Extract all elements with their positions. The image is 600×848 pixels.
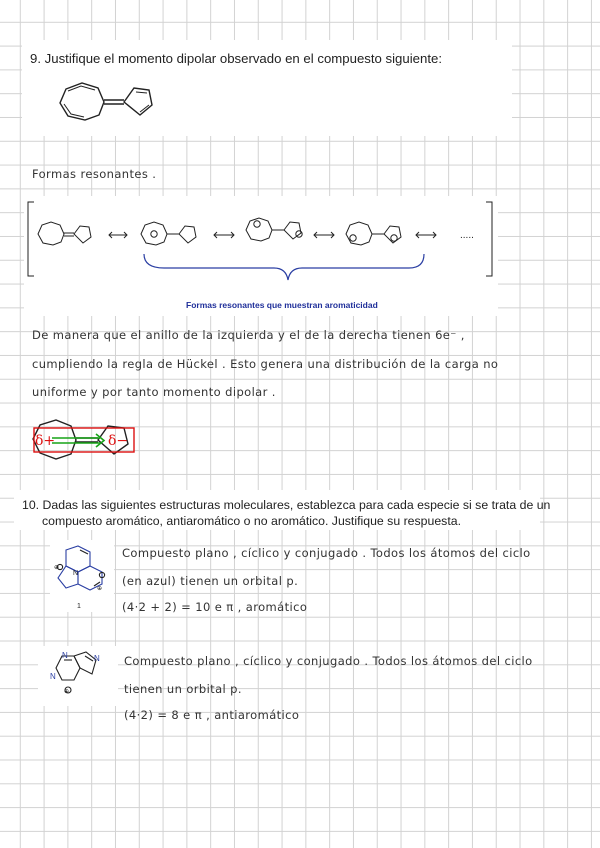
compound-2-nitrogen-2: N (50, 672, 56, 681)
question-9-title: 9. Justifique el momento dipolar observado en el compuesto siguiente: (30, 51, 442, 66)
compound-1-structure (50, 542, 114, 612)
resonance-diagram (24, 196, 498, 316)
compound-2-structure (40, 648, 118, 706)
aromatic-brace (144, 254, 424, 280)
explanation-line-2: cumpliendo la regla de Hückel . Esto genera una distribución de la carga no (32, 357, 499, 371)
resonance-form-3 (246, 218, 302, 241)
compound-1-charge-2: ⊕ (97, 585, 103, 592)
right-bracket (486, 202, 492, 276)
resonance-heading: Formas resonantes . (32, 167, 157, 181)
compound-1-answer-line-2: (en azul) tienen un orbital p. (122, 574, 299, 588)
compound-2-nitrogen-1: N (62, 651, 68, 660)
compound-1-answer-line-3: (4·2 + 2) = 10 e π , aromático (122, 600, 308, 614)
question-10-title-line-2: compuesto aromático, antiaromático o no aromático. Justifique su respuesta. (42, 514, 461, 528)
resonance-form-2 (141, 222, 196, 245)
left-bracket (28, 202, 34, 276)
resonance-arrow-3 (314, 232, 334, 238)
compound-1-answer-line-1: Compuesto plano , cíclico y conjugado . Todos los átomos del ciclo (122, 546, 531, 560)
dipole-sketch (28, 414, 140, 466)
heptafulvalene-structure (54, 78, 164, 126)
delta-plus: δ+ (35, 433, 56, 449)
compound-2-answer-line-1: Compuesto plano , cíclico y conjugado . Todos los átomos del ciclo (124, 654, 533, 668)
resonance-form-1 (38, 222, 91, 245)
compound-1-label: 1 (77, 603, 81, 610)
resonance-arrow-1 (109, 232, 127, 238)
compound-1-charge-1: ⊕ (54, 564, 60, 571)
explanation-line-1: De manera que el anillo de la izquierda y el de la derecha tienen 6e⁻ , (32, 328, 465, 342)
resonance-arrow-4 (416, 232, 436, 238)
compound-2-answer-line-3: (4·2) = 8 e π , antiaromático (124, 708, 300, 722)
resonance-ellipsis: ..... (460, 230, 474, 241)
compound-2-answer-line-2: tienen un orbital p. (124, 682, 242, 696)
compound-2-nitrogen-3: N (94, 654, 100, 663)
compound-1-nitrogen: N (73, 570, 79, 577)
compound-2-charge: ⊕ (64, 688, 70, 695)
explanation-line-3: uniforme y por tanto momento dipolar . (32, 385, 276, 399)
question-10-title-line-1: 10. Dadas las siguientes estructuras moleculares, establezca para cada especie si se trata de un (22, 498, 551, 512)
delta-minus: δ− (108, 433, 129, 449)
resonance-arrow-2 (214, 232, 234, 238)
resonance-form-4 (346, 222, 401, 245)
resonance-caption: Formas resonantes que muestran aromaticidad (186, 300, 378, 310)
